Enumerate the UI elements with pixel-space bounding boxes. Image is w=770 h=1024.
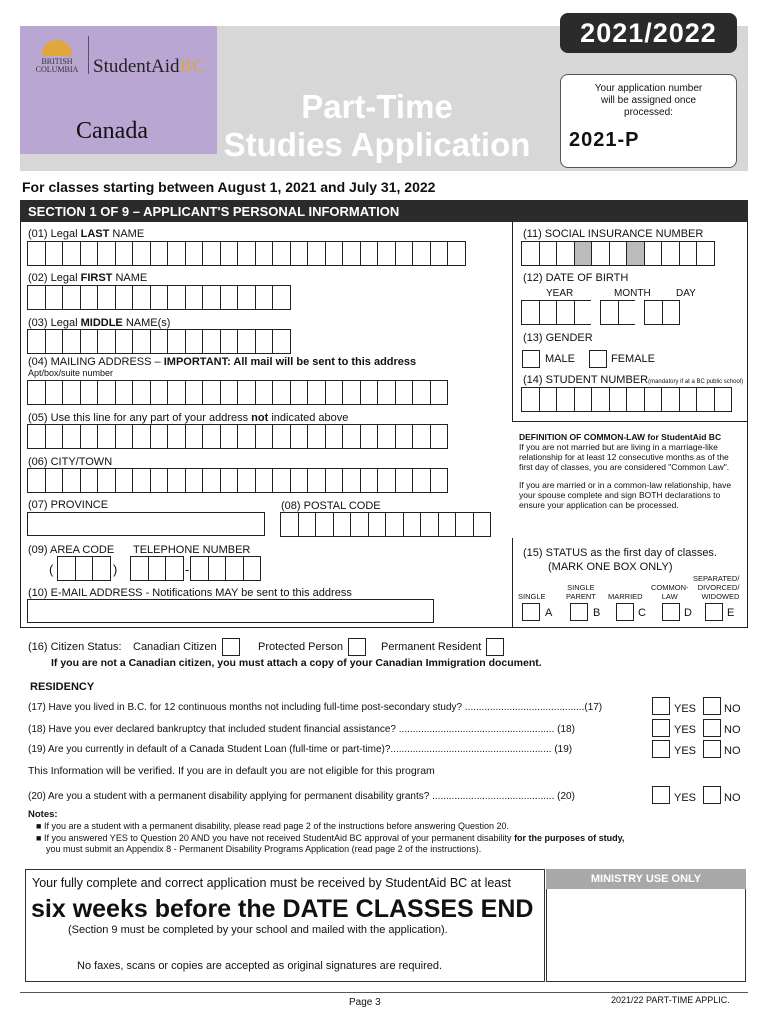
section-header: SECTION 1 OF 9 – APPLICANT'S PERSONAL INFORMATION (20, 200, 748, 222)
f15-label: (15) STATUS as the first day of classes. (523, 547, 717, 559)
verify-text: This Information will be verified. If you are in default you are not eligible for this program (28, 765, 435, 777)
status-b-letter: B (593, 607, 601, 619)
status-c-letter: C (638, 607, 646, 619)
q18-yes-checkbox[interactable] (652, 719, 670, 737)
f10-label: (10) E-MAIL ADDRESS - Notifications MAY be sent to this address (28, 587, 352, 599)
deadline-line3: No faxes, scans or copies are accepted as original signatures are required. (77, 960, 443, 972)
address-line-field[interactable] (27, 424, 447, 449)
f09-tel-label: TELEPHONE NUMBER (133, 544, 251, 556)
notes-title: Notes: (28, 809, 58, 820)
gender-male-checkbox[interactable] (522, 350, 540, 368)
status-single-parent-label: SINGLE PARENT (566, 583, 596, 601)
q19-no-checkbox[interactable] (703, 740, 721, 758)
student-number-field[interactable] (521, 387, 731, 412)
citizen-opt2-label: Protected Person (258, 641, 343, 653)
f04-label: (04) MAILING ADDRESS – IMPORTANT: All mail will be sent to this address (28, 356, 417, 368)
email-field[interactable] (27, 599, 434, 623)
sin-field[interactable] (521, 241, 714, 266)
q20-yes-checkbox[interactable] (652, 786, 670, 804)
deadline-big: six weeks before the DATE CLASSES END (31, 895, 534, 923)
q17-yes-label: YES (674, 703, 697, 715)
citizen-opt3-label: Permanent Resident (381, 641, 482, 653)
q17-no-checkbox[interactable] (703, 697, 721, 715)
q20-yes-label: YES (674, 792, 697, 804)
telephone-prefix-field[interactable] (130, 556, 183, 581)
f06-label: (06) CITY/TOWN (28, 456, 113, 468)
title-block: Part-Time Studies Application (223, 88, 531, 163)
status-sdw-label: SEPARATED/ DIVORCED/ WIDOWED (693, 574, 740, 601)
f04-sublabel: Apt/box/suite number (28, 368, 114, 378)
citizen-label: (16) Citizen Status: (28, 641, 122, 653)
common-law-definition: DEFINITION OF COMMON-LAW for StudentAid BC If you are not married but are living in a marriage-like relationship for at least 12 consecutive months as of the first day of classes, you are considered "Common Law". If you are married or in a common-law relationship, have your spouse complete and sign BOTH declarations to ensure your application can be processed. (519, 432, 732, 510)
citizen-opt1-label: Canadian Citizen (133, 641, 217, 653)
logo-panel (20, 26, 217, 154)
permanent-resident-checkbox[interactable] (486, 638, 504, 656)
f07-label: (07) PROVINCE (28, 499, 109, 511)
q17-no-label: NO (724, 703, 741, 715)
q18-no-checkbox[interactable] (703, 719, 721, 737)
q17-yes-checkbox[interactable] (652, 697, 670, 715)
dob-day-label: DAY (676, 288, 696, 299)
f01-label: (01) Legal LAST NAME (28, 228, 145, 240)
status-married-label: MARRIED (608, 592, 643, 601)
q17-text: (17) Have you lived in B.C. for 12 continuous months not including full-time post-secondary study? ...........................................(17) (28, 702, 603, 713)
f12-label: (12) DATE OF BIRTH (523, 272, 629, 284)
f02-label: (02) Legal FIRST NAME (28, 272, 148, 284)
app-number-box: Your application number will be assigned once processed: 2021-P (560, 74, 737, 168)
canada-wordmark: Canada (76, 118, 148, 144)
status-b-checkbox[interactable] (570, 603, 588, 621)
first-name-field[interactable] (27, 285, 290, 310)
f15-sublabel: (MARK ONE BOX ONLY) (548, 561, 673, 573)
status-e-checkbox[interactable] (705, 603, 723, 621)
gender-female-label: FEMALE (611, 353, 656, 365)
note-2: ■ If you answered YES to Question 20 AND you have not received StudentAid BC approval of your permanent disability for the purposes of study, (36, 832, 625, 843)
status-single-label: SINGLE (518, 592, 546, 601)
q19-no-label: NO (724, 745, 741, 757)
q19-text: (19) Are you currently in default of a Canada Student Loan (full-time or part-time)?.......................................................... (19) (28, 744, 573, 755)
q19-yes-checkbox[interactable] (652, 740, 670, 758)
gender-male-label: MALE (545, 353, 575, 365)
status-c-checkbox[interactable] (616, 603, 634, 621)
notes-list (36, 821, 736, 856)
note-1: ■ If you are a student with a permanent disability, please read page 2 of the instructions before answering Question 20. (36, 821, 510, 831)
q20-no-checkbox[interactable] (703, 786, 721, 804)
canadian-citizen-checkbox[interactable] (222, 638, 240, 656)
f11-label: (11) SOCIAL INSURANCE NUMBER (523, 228, 704, 240)
ministry-header: MINISTRY USE ONLY (546, 869, 746, 889)
year-badge: 2021/2022 (560, 13, 737, 53)
protected-person-checkbox[interactable] (348, 638, 366, 656)
status-a-checkbox[interactable] (522, 603, 540, 621)
dob-field[interactable] (521, 300, 679, 325)
page-number: Page 3 (349, 997, 381, 1008)
postal-code-field[interactable] (280, 512, 490, 537)
telephone-line-field[interactable] (190, 556, 260, 581)
bc-logo-text: BRITISH COLUMBIA (35, 57, 79, 74)
city-field[interactable] (27, 468, 447, 493)
status-common-law-label: COMMON- LAW (651, 583, 689, 601)
f14-label: (14) STUDENT NUMBER(mandatory if at a BC public school) (523, 374, 744, 386)
dob-year-label: YEAR (546, 288, 574, 299)
deadline-line2: (Section 9 must be completed by your school and mailed with the application). (68, 924, 448, 936)
q18-yes-label: YES (674, 724, 697, 736)
mailing-address-field[interactable] (27, 380, 447, 405)
bc-logo-icon (42, 40, 72, 56)
q18-no-label: NO (724, 724, 741, 736)
f13-label: (13) GENDER (523, 332, 593, 344)
residency-title: RESIDENCY (30, 681, 95, 693)
f08-label: (08) POSTAL CODE (281, 500, 381, 512)
status-a-letter: A (545, 607, 553, 619)
deadline-line1: Your fully complete and correct application must be received by StudentAid BC at least (32, 876, 511, 890)
area-code-field[interactable] (57, 556, 110, 581)
province-field[interactable] (27, 512, 265, 536)
citizen-note: If you are not a Canadian citizen, you must attach a copy of your Canadian Immigration document. (51, 657, 542, 669)
subtitle: For classes starting between August 1, 2021 and July 31, 2022 (22, 179, 436, 195)
form-code: 2021/22 PART-TIME APPLIC. (611, 995, 730, 1005)
status-d-checkbox[interactable] (662, 603, 680, 621)
studentaid-logo: StudentAidBC (93, 56, 205, 77)
status-e-letter: E (727, 607, 735, 619)
gender-female-checkbox[interactable] (589, 350, 607, 368)
last-name-field[interactable] (27, 241, 465, 266)
dob-month-label: MONTH (614, 288, 651, 299)
status-d-letter: D (684, 607, 692, 619)
q18-text: (18) Have you ever declared bankruptcy that included student financial assistance? ........................................................ (18) (28, 724, 575, 735)
q20-no-label: NO (724, 792, 741, 804)
f05-label: (05) Use this line for any part of your address not indicated above (28, 412, 349, 424)
middle-name-field[interactable] (27, 329, 290, 354)
note-2-cont: you must submit an Appendix 8 - Permanent Disability Programs Application (read page 2 of the instructions). (46, 844, 482, 854)
app-number: 2021-P (569, 129, 640, 151)
q20-text: (20) Are you a student with a permanent disability applying for permanent disability grants? ............................................ (20) (28, 791, 575, 802)
q19-yes-label: YES (674, 745, 697, 757)
f03-label: (03) Legal MIDDLE NAME(s) (28, 317, 171, 329)
f09-area-label: (09) AREA CODE (28, 544, 115, 556)
